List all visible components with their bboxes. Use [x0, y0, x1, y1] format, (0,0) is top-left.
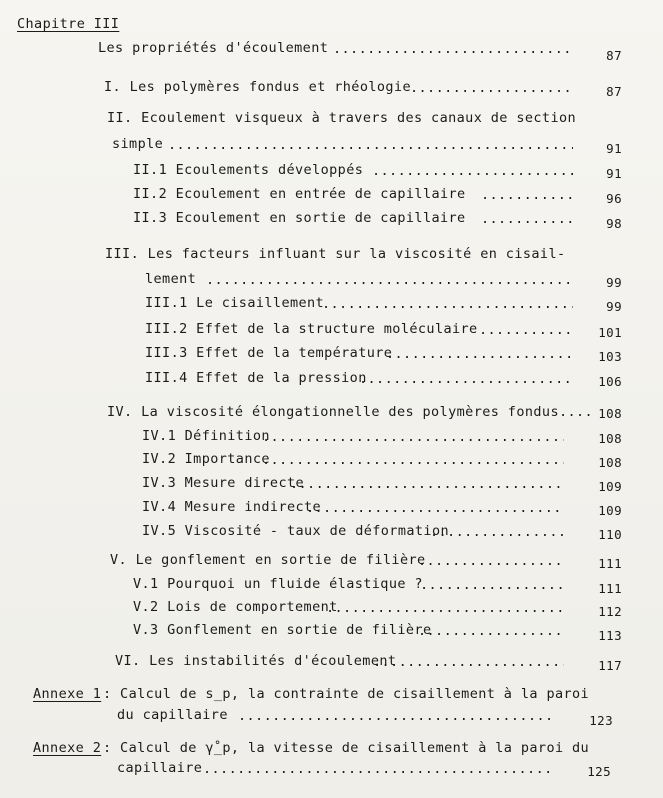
leader-dots	[418, 623, 564, 639]
toc-page-number: 108	[598, 406, 622, 421]
toc-entry-text: II.3 Ecoulement en sortie de capillaire	[133, 210, 466, 226]
toc-page-number: 123	[589, 713, 613, 728]
chapter-heading: Chapitre III	[17, 16, 120, 32]
annexe-label: Annexe 1	[33, 686, 102, 702]
toc-entry-continuation: lement	[145, 271, 197, 287]
leader-dots	[359, 371, 573, 387]
leader-dots	[333, 41, 573, 57]
toc-entry-text: IV.1 Définition	[142, 428, 270, 444]
toc-page-number: 99	[606, 275, 622, 290]
toc-entry-text: II.2 Ecoulement en entrée de capillaire	[133, 186, 466, 202]
leader-dots	[238, 708, 554, 724]
toc-page-number: 91	[606, 141, 622, 156]
toc-page-number: 109	[598, 479, 622, 494]
leader-dots	[481, 187, 573, 203]
toc-entry-text: II. Ecoulement visqueux à travers des canaux de section	[107, 110, 577, 126]
leader-dots	[168, 137, 573, 153]
leader-dots	[290, 476, 564, 492]
leader-dots	[262, 429, 564, 445]
toc-entry-text: IV. La viscosité élongationnelle des polymères fondus....	[107, 404, 594, 420]
annexe-label: Annexe 2	[33, 740, 102, 756]
toc-entry-continuation: simple	[112, 136, 164, 152]
toc-page-number: 96	[606, 191, 622, 206]
toc-page-number: 87	[606, 84, 622, 99]
leader-dots	[206, 272, 573, 288]
leader-dots	[322, 296, 573, 312]
toc-entry-text: VI. Les instabilités d'écoulement	[115, 653, 397, 669]
leader-dots	[262, 452, 564, 468]
annexe-text: : Calcul de γ̊_p, la vitesse de cisaillement à la paroi du	[103, 740, 590, 756]
toc-entry-text: III.2 Effet de la structure moléculaire	[145, 321, 478, 337]
toc-entry-text: V. Le gonflement en sortie de filière	[110, 552, 426, 568]
toc-page-number: 117	[598, 658, 622, 673]
leader-dots	[481, 211, 573, 227]
toc-entry-text: III.1 Le cisaillement	[145, 295, 325, 311]
toc-page-number: 113	[598, 628, 622, 643]
toc-page-number: 103	[598, 349, 622, 364]
leader-dots	[203, 761, 554, 777]
toc-entry-text: II.1 Ecoulements développés	[133, 162, 364, 178]
toc-entry-text: Les propriétés d'écoulement	[98, 40, 329, 56]
toc-page-number: 111	[598, 556, 622, 571]
toc-page-number: 106	[598, 374, 622, 389]
toc-page-number: 91	[606, 166, 622, 181]
toc-page-number: 108	[598, 455, 622, 470]
toc-entry-text: IV.4 Mesure indirecte	[142, 499, 322, 515]
annexe-text-continuation: capillaire	[117, 760, 203, 776]
leader-dots	[372, 163, 573, 179]
toc-page-number: 98	[606, 216, 622, 231]
toc-entry-text: I. Les polymères fondus et rhéologie	[104, 79, 411, 95]
toc-entry-text: III.3 Effet de la température	[145, 345, 393, 361]
toc-entry-text: IV.3 Mesure directe	[142, 475, 305, 491]
leader-dots	[326, 600, 564, 616]
toc-entry-text: IV.2 Importance	[142, 451, 270, 467]
toc-page-number: 99	[606, 299, 622, 314]
toc-page-number: 111	[598, 581, 622, 596]
toc-page-number: 125	[587, 764, 611, 779]
toc-entry-text: IV.5 Viscosité - taux de déformation	[142, 523, 449, 539]
annexe-text: : Calcul de s_p, la contrainte de cisaillement à la paroi	[103, 686, 590, 702]
toc-page-number: 110	[598, 527, 622, 542]
leader-dots	[306, 500, 564, 516]
toc-page-number: 108	[598, 431, 622, 446]
toc-page-number: 101	[598, 325, 622, 340]
toc-page-number: 109	[598, 503, 622, 518]
toc-entry-text: III. Les facteurs influant sur la viscosité en cisail-	[105, 246, 566, 262]
leader-dots	[418, 553, 564, 569]
leader-dots	[373, 654, 564, 670]
toc-page-number: 87	[606, 48, 622, 63]
leader-dots	[420, 577, 564, 593]
leader-dots	[386, 346, 573, 362]
annexe-text-continuation: du capillaire	[117, 707, 228, 723]
leader-dots	[430, 524, 564, 540]
toc-entry-text: V.1 Pourquoi un fluide élastique ?	[133, 576, 423, 592]
leader-dots	[410, 80, 573, 96]
toc-page-number: 112	[598, 604, 622, 619]
toc-entry-text: V.3 Gonflement en sortie de filière	[133, 622, 432, 638]
toc-entry-text: III.4 Effet de la pression	[145, 370, 367, 386]
leader-dots	[479, 322, 573, 338]
toc-entry-text: V.2 Lois de comportement	[133, 599, 338, 615]
